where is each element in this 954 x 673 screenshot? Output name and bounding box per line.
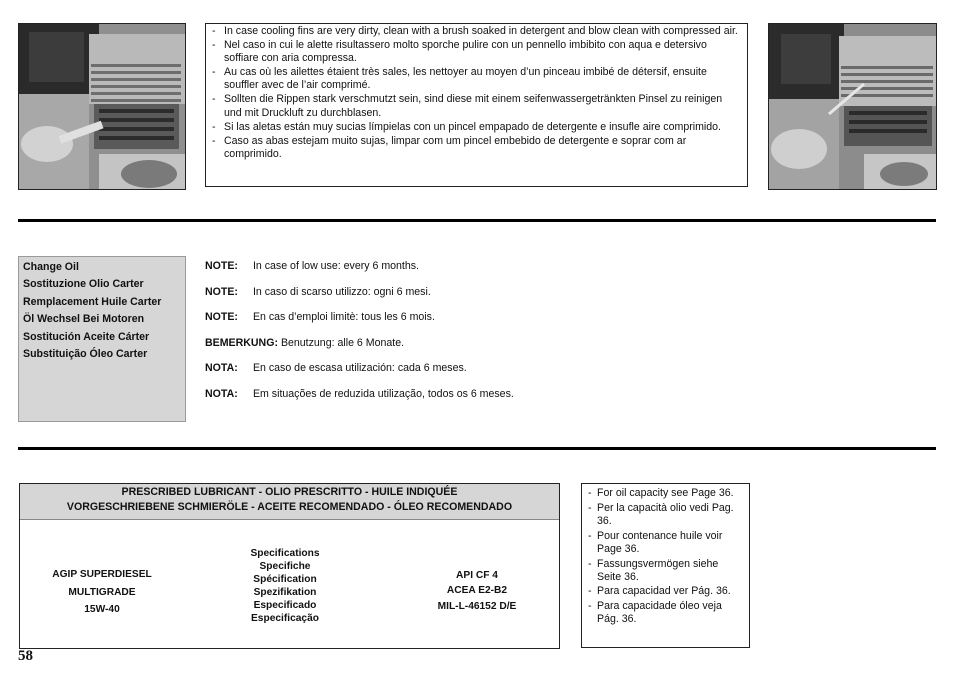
note-row: [205, 337, 745, 363]
note-text: Benutzung: alle 6 Monate.: [280, 336, 405, 349]
lubricant-product: [32, 566, 172, 619]
note-label: NOTA:: [205, 362, 238, 375]
lubricant-header: [20, 484, 559, 520]
capacity-note-pt: - Para capacidade óleo veja Pág. 36.: [588, 600, 743, 626]
spec-label: Especificado: [253, 599, 317, 611]
capacity-note-en: - For oil capacity see Page 36.: [588, 487, 743, 500]
product-viscosity: 15W-40: [84, 604, 120, 615]
note-text: En cas d’emploi limitè: tous les 6 mois.: [252, 311, 435, 324]
lubricant-header-line1: PRESCRIBED LUBRICANT - OLIO PRESCRITTO - HUILE INDIQUÉE: [121, 486, 458, 498]
lubricant-header-line2: VORGESCHRIEBENE SCHMIERÖLE - ACEITE RECOMENDADO - ÓLEO RECOMENDADO: [66, 501, 513, 513]
capacity-note-it: - Per la capacità olio vedi Pag. 36.: [588, 502, 743, 528]
lubricant-standards: [402, 568, 552, 614]
lubricant-spec-labels: [210, 548, 360, 625]
cleaning-instruction-pt: - Caso as abas estejam muito sujas, limpar com um pincel embebido de detergente e soprar com ar comprimido.: [212, 135, 741, 161]
section-divider-bottom: [18, 447, 936, 450]
capacity-note-es: - Para capacidad ver Pág. 36.: [588, 585, 743, 598]
oil-capacity-box: [581, 483, 750, 648]
note-row: [205, 260, 745, 286]
engine-cleaning-photo-left: [18, 23, 186, 190]
note-row: [205, 286, 745, 312]
oil-change-title-box: [18, 256, 186, 422]
oil-change-notes: [205, 260, 745, 414]
note-text: Em situações de reduzida utilização, todos os 6 meses.: [252, 387, 514, 400]
cleaning-instruction-it: - Nel caso in cui le alette risultassero molto sporche pulire con un pennello imbibito con aqua e detersivo soffiare con aria compressa.: [212, 39, 741, 65]
note-row: [205, 362, 745, 388]
spec-label: Spécification: [253, 573, 317, 585]
standard-mil: MIL-L-46152 D/E: [437, 600, 517, 612]
spec-label: Especificação: [251, 612, 319, 624]
cleaning-instructions-list: [212, 25, 741, 161]
oil-change-title-de: Öl Wechsel Bei Motoren: [23, 313, 145, 326]
note-label: NOTA:: [205, 387, 238, 400]
capacity-note-de: - Fassungsvermögen siehe Seite 36.: [588, 558, 743, 584]
cleaning-instruction-fr: - Au cas où les ailettes étaient très sales, les nettoyer au moyen d’un pinceau imbibé de détersif, ensuite souffler avec de l’air comprimé.: [212, 66, 741, 92]
note-label: BEMERKUNG:: [205, 336, 278, 349]
note-text: In caso di scarso utilizzo: ogni 6 mesi.: [252, 285, 431, 298]
spec-label: Specifiche: [259, 560, 311, 572]
capacity-note-fr: - Pour contenance huile voir Page 36.: [588, 530, 743, 556]
section-divider-top: [18, 219, 936, 222]
note-text: In case of low use: every 6 months.: [252, 260, 420, 272]
note-label: NOTE:: [205, 285, 238, 298]
oil-change-title-pt: Substituição Óleo Carter: [23, 348, 148, 361]
oil-change-title-it: Sostituzione Olio Carter: [23, 278, 144, 291]
cleaning-instruction-de: - Sollten die Rippen stark verschmutzt sein, sind diese mit einem seifenwassergetränkten Pinsel zu reinigen und mit Druckluft zu durchblasen.: [212, 93, 741, 119]
note-text: En caso de escasa utilización: cada 6 meses.: [252, 362, 467, 375]
page-number: 58: [18, 648, 33, 664]
product-grade: MULTIGRADE: [68, 586, 136, 598]
cleaning-instructions-box: [205, 23, 748, 187]
product-name: AGIP SUPERDIESEL: [52, 569, 152, 580]
engine-blowing-photo-right: [768, 23, 937, 190]
cleaning-instruction-en: - In case cooling fins are very dirty, clean with a brush soaked in detergent and blow clean with compressed air.: [212, 25, 741, 38]
note-row: [205, 388, 745, 414]
oil-change-title-es: Sostitución Aceite Cárter: [23, 330, 150, 343]
oil-capacity-list: [588, 487, 743, 627]
spec-label: Specifications: [250, 548, 320, 559]
oil-change-title-fr: Remplacement Huile Carter: [23, 295, 162, 308]
note-row: [205, 311, 745, 337]
standard-api: API CF 4: [456, 570, 498, 581]
note-label: NOTE:: [205, 311, 238, 324]
oil-change-title-en: Change Oil: [23, 261, 79, 273]
standard-acea: ACEA E2-B2: [446, 585, 508, 597]
cleaning-instruction-es: - Si las aletas están muy sucias límpielas con un pincel empapado de detergente e insufle aire comprimido.: [212, 121, 741, 134]
prescribed-lubricant-box: [19, 483, 560, 649]
spec-label: Spezifikation: [253, 586, 317, 598]
note-label: NOTE:: [205, 260, 238, 272]
